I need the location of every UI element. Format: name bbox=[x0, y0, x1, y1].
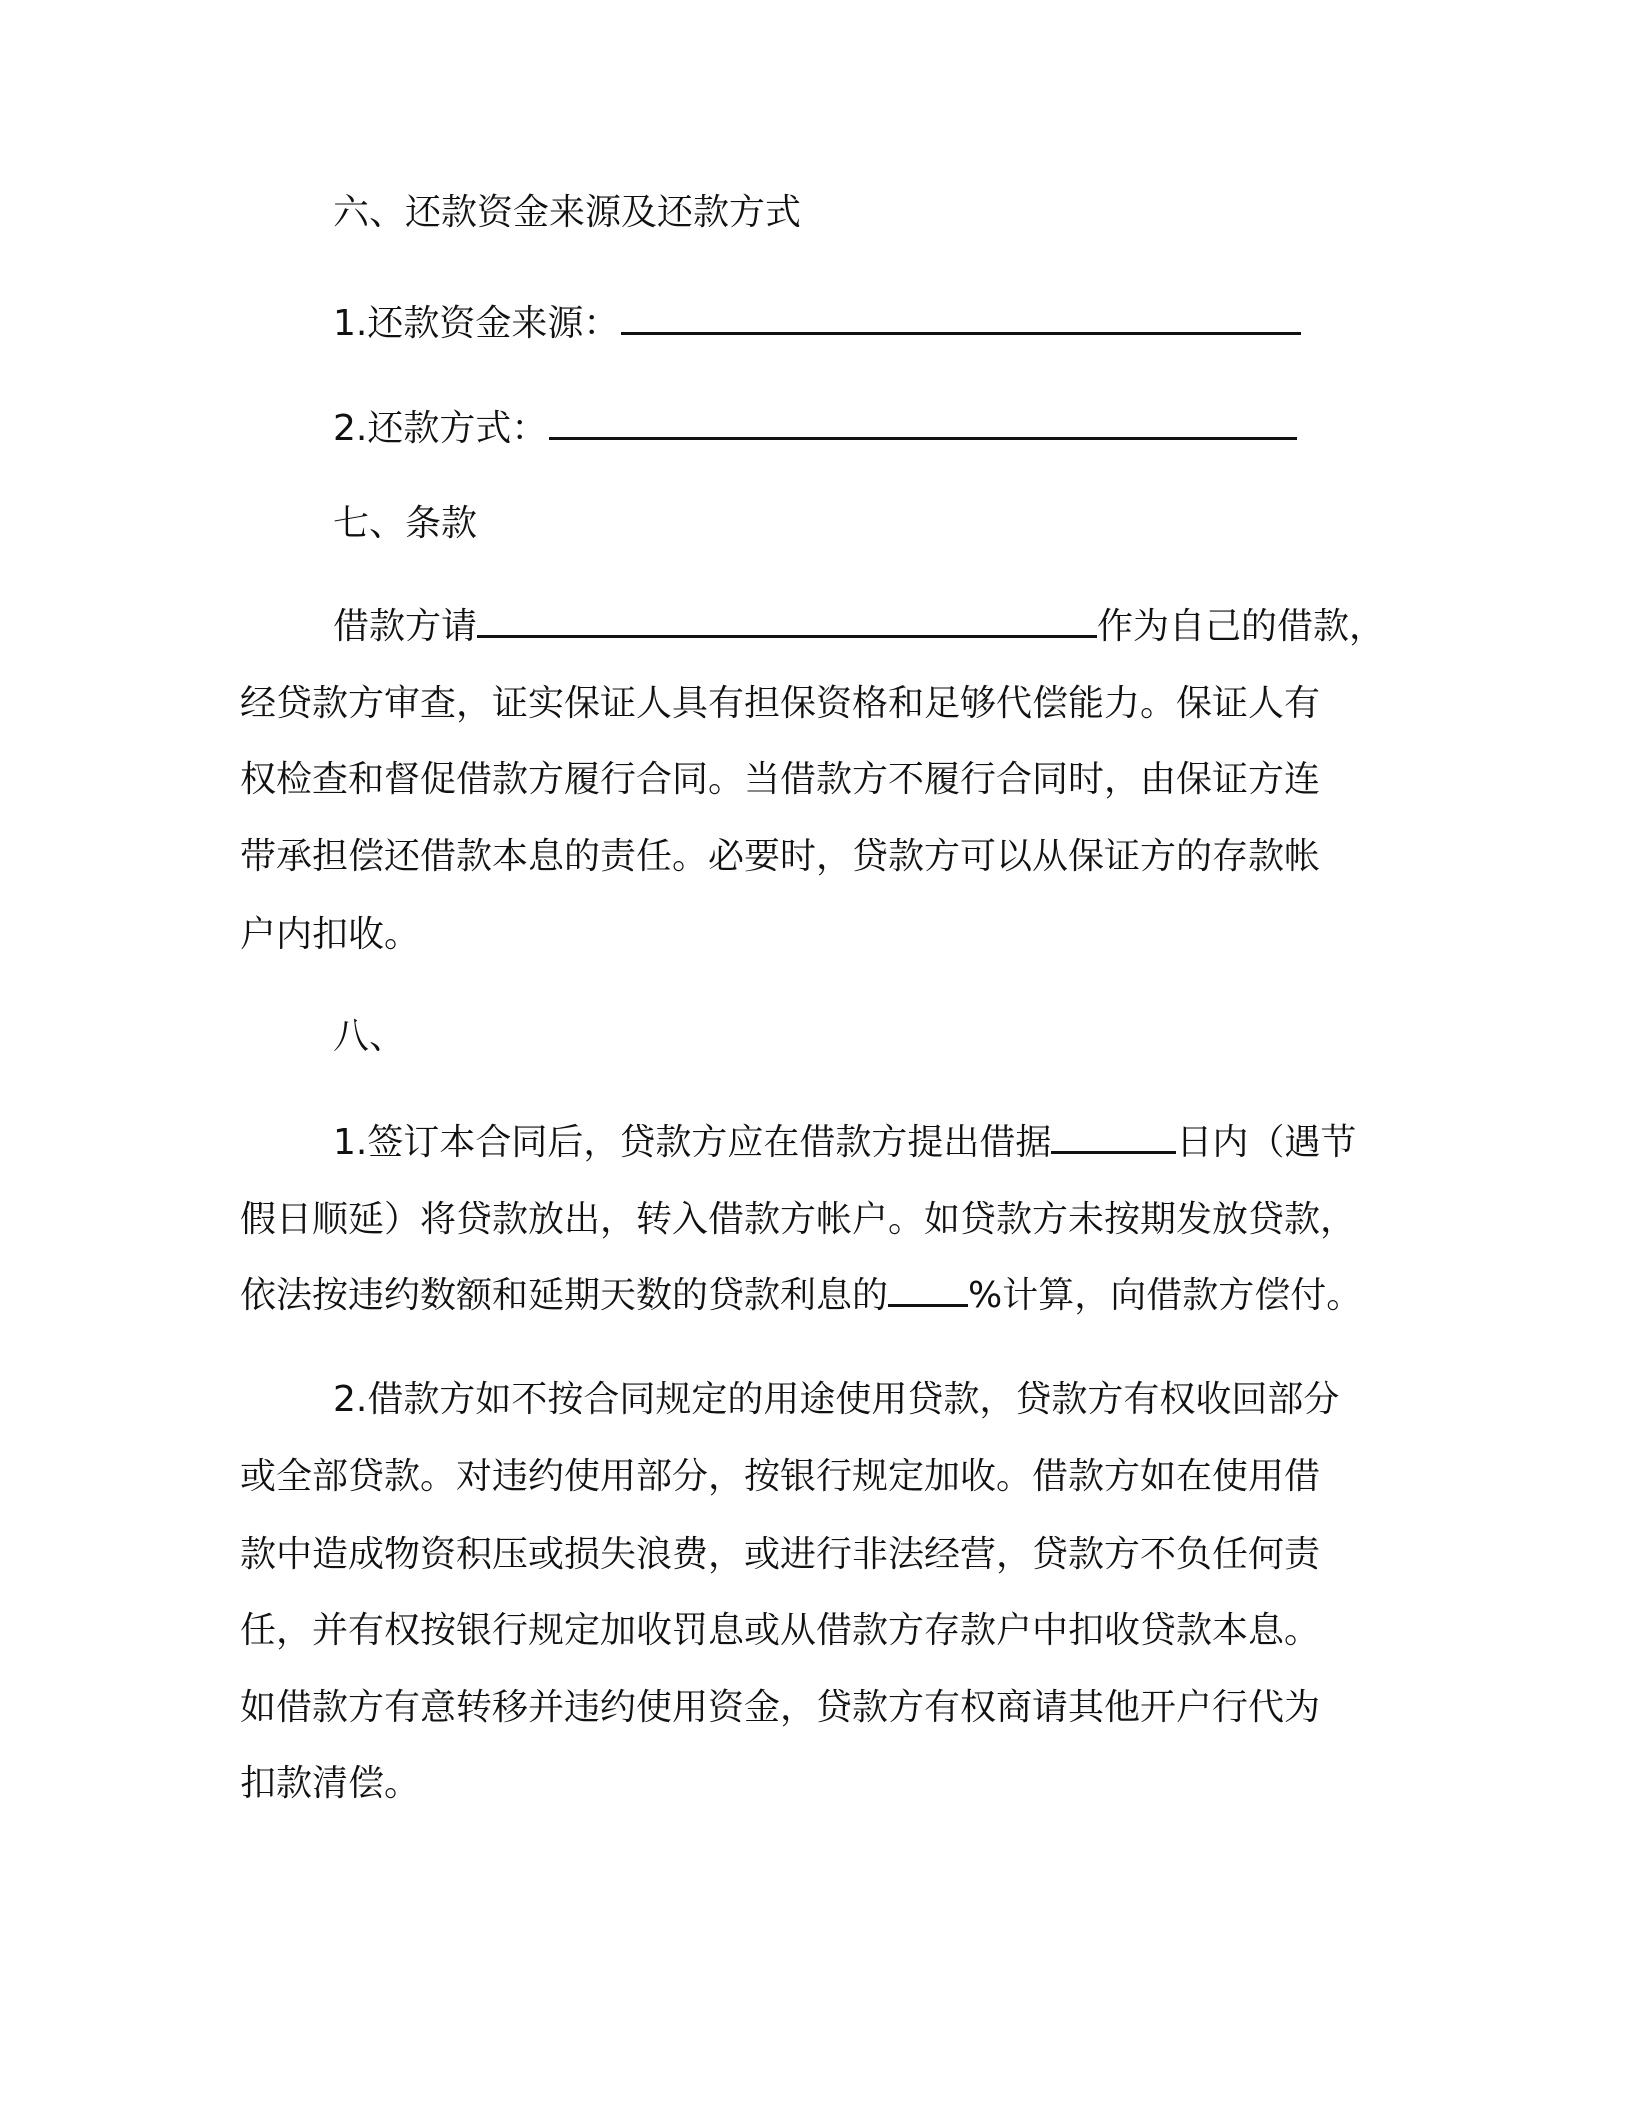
repayment-source-label: 1.还款资金来源： bbox=[333, 303, 620, 344]
section-8-item-1-line-3-start: 依法按违约数额和延期天数的贷款利息的 bbox=[240, 1275, 889, 1316]
section-7-para-after-blank: 作为自己的借款， bbox=[1097, 606, 1386, 647]
section-7-heading: 七、条款 bbox=[333, 503, 478, 544]
section-8-item-2-line: 扣款清偿。 bbox=[240, 1763, 421, 1804]
section-7-line: 权检查和督促借款方履行合同。当借款方不履行合同时，由保证方连 bbox=[240, 759, 1321, 800]
section-8-item-1-line-2: 假日顺延）将贷款放出，转入借款方帐户。如贷款方未按期发放贷款， bbox=[240, 1199, 1357, 1240]
section-8-item-1-line-3 bbox=[240, 1274, 1362, 1318]
section-8-item-1-line-1 bbox=[333, 1121, 1356, 1165]
section-8-item-2-line: 2.借款方如不按合同规定的用途使用贷款，贷款方有权收回部分 bbox=[333, 1379, 1340, 1420]
repayment-source-blank[interactable] bbox=[621, 302, 1301, 335]
repayment-source-row bbox=[333, 302, 1303, 346]
section-8-item-2-line: 任，并有权按银行规定加收罚息或从借款方存款户中扣收贷款本息。 bbox=[240, 1610, 1321, 1651]
section-7-first-line bbox=[333, 605, 1385, 649]
section-8-item-2-line: 或全部贷款。对违约使用部分，按银行规定加收。借款方如在使用借 bbox=[240, 1456, 1321, 1497]
section-8-item-1-start: 1.签订本合同后，贷款方应在借款方提出借据 bbox=[333, 1122, 1052, 1163]
guarantor-blank[interactable] bbox=[477, 605, 1097, 638]
section-6-heading: 六、还款资金来源及还款方式 bbox=[333, 192, 802, 233]
section-7-line: 带承担偿还借款本息的责任。必要时，贷款方可以从保证方的存款帐 bbox=[240, 836, 1321, 877]
section-7-line: 经贷款方审查，证实保证人具有担保资格和足够代偿能力。保证人有 bbox=[240, 683, 1321, 724]
section-8-item-2-line: 款中造成物资积压或损失浪费，或进行非法经营，贷款方不负任何责 bbox=[240, 1534, 1321, 1575]
section-7-line: 户内扣收。 bbox=[240, 914, 421, 955]
section-8-item-1-after-blank: 日内（遇节 bbox=[1176, 1122, 1357, 1163]
repayment-method-row bbox=[333, 407, 1299, 451]
section-8-item-2-line: 如借款方有意转移并违约使用资金，贷款方有权商请其他开户行代为 bbox=[240, 1687, 1321, 1728]
days-blank[interactable] bbox=[1051, 1121, 1176, 1154]
repayment-method-label: 2.还款方式： bbox=[333, 408, 548, 449]
percent-blank[interactable] bbox=[888, 1274, 968, 1307]
section-8-item-1-line-3-end: %计算，向借款方偿付。 bbox=[968, 1275, 1363, 1316]
repayment-method-blank[interactable] bbox=[549, 407, 1297, 440]
section-7-para-start: 借款方请 bbox=[333, 606, 478, 647]
section-8-heading: 八、 bbox=[333, 1016, 406, 1057]
